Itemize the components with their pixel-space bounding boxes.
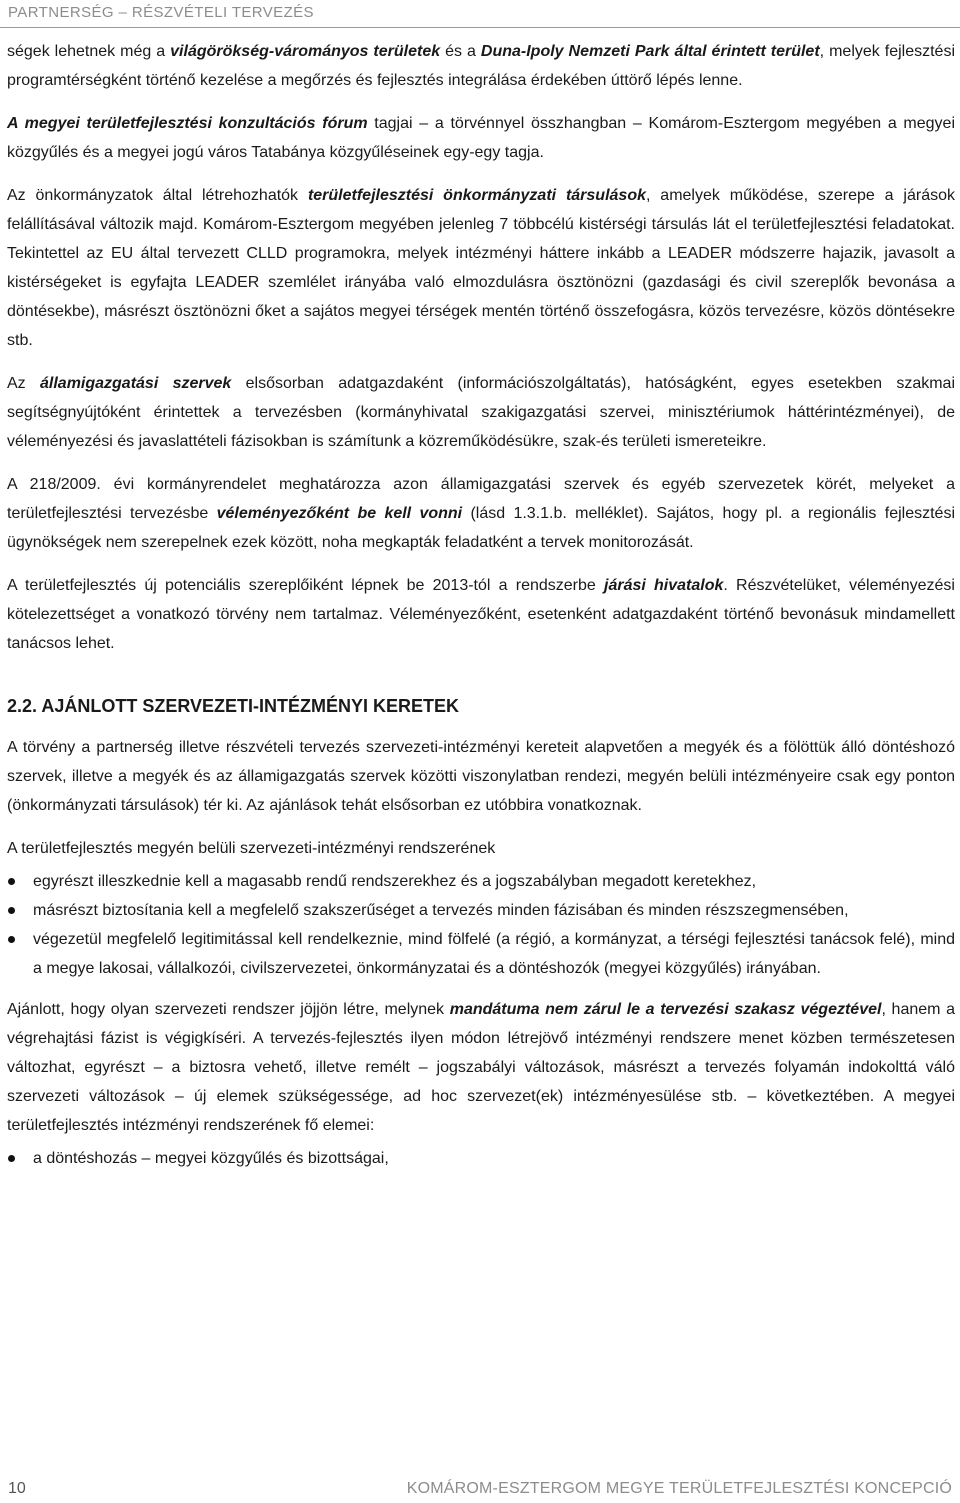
paragraph-state-bodies (7, 369, 955, 456)
text-run: (lásd 1.3.1.b. melléklet). Sajátos, hogy pl. a regionális fejlesztési ügynökségek nem szerepelnek ezek között, noha megkapták feladatként a tervek monitorozását. (7, 505, 955, 551)
emphasis-mandate: mandátuma nem zárul le a tervezési szakasz végeztével (449, 1001, 882, 1018)
text-run: és a (440, 43, 481, 60)
paragraph-consultation-forum (7, 109, 955, 167)
paragraph-law-framework: A törvény a partnerség illetve részvételi tervezés szervezeti-intézményi kereteit alapvetően a megyék és a fölöttük álló döntéshozó szervek, illetve a megyék és az államigazgatás szervek közötti viszonylatban rendezi, megyén belüli intézményeire csak egy ponton (önkormányzati társulások) tér ki. Az ajánlások tehát elsősorban ez utóbbira vonatkoznak. (7, 739, 955, 814)
requirements-list (7, 867, 955, 983)
emphasis-reviewers: véleményezőként be kell vonni (216, 505, 463, 522)
text-run: Az önkormányzatok által létrehozhatók (7, 187, 308, 204)
list-item: másrészt biztosítania kell a megfelelő szakszerűséget a tervezés minden fázisában és minden részszegmensében, (7, 896, 955, 925)
text-run: A területfejlesztés új potenciális szereplőiként lépnek be 2013-tól a rendszerbe (7, 577, 604, 594)
list-item: egyrészt illeszkednie kell a magasabb rendű rendszerekhez és a jogszabályban megadott keretekhez, (7, 867, 955, 896)
text-run: A 218/2009. évi kormányrendelet meghatározza azon államigazgatási szervek és egyéb szervezetek körét, melyeket a területfejlesztési tervezésbe (7, 476, 955, 522)
text-run: Ajánlott, hogy olyan szervezeti rendszer jöjjön létre, melynek (7, 1001, 450, 1018)
emphasis-national-park: Duna-Ipoly Nemzeti Park által érintett terület (480, 43, 820, 60)
emphasis-district-offices: járási hivatalok (604, 577, 724, 594)
text-run: tagjai – a törvénnyel összhangban – Komárom-Esztergom megyében a megyei közgyűlés és a megyei jogú város Tatabánya közgyűléseinek egy-egy tagja. (7, 115, 956, 161)
paragraph-world-heritage (7, 37, 955, 95)
header-divider (0, 27, 960, 28)
text-run: . Részvételüket, véleményezési kötelezettséget a vonatkozó törvény nem tartalmaz. Véleményezőként, esetenként adatgazdaként történő bevonásuk mindamellett tanácsos lehet. (7, 577, 955, 652)
paragraph-government-decree (7, 470, 955, 557)
text-run: Az (7, 375, 40, 392)
list-item: végezetül megfelelő legitimitással kell rendelkeznie, mind fölfelé (a régió, a kormányzat, a térségi fejlesztési tanácsok felé), mind a megye lakosai, vállalkozói, civilszervezetei, önkormányzatai és a döntéshozók (megyei közgyűlés) irányában. (7, 925, 955, 983)
document-title-footer: KOMÁROM-ESZTERGOM MEGYE TERÜLETFEJLESZTÉSI KONCEPCIÓ (406, 1480, 952, 1497)
text-run: , amelyek működése, szerepe a járások felállításával változik majd. Komárom-Esztergom megyében jelenleg 7 többcélú kistérségi társulás lát el területfejlesztési feladatokat. Tekintettel az EU által tervezett CLLD programokra, melyek intézményi háttere inkább a LEADER módszerre hajazik, javasolt a kistérségeket is egyfajta LEADER szemlélet irányába való elmozdulásra ösztönözni (gazdasági és civil szereplők bevonása a döntésekbe), másrészt ösztönözni őket a sajátos megyei térségek mentén történő összefogásra, közös tervezésre, közös döntésekre stb. (7, 187, 955, 349)
page-number: 10 (8, 1480, 26, 1497)
paragraph-district-offices (7, 571, 955, 658)
emphasis-consultation-forum: A megyei területfejlesztési konzultációs fórum (7, 115, 368, 132)
paragraph-municipal-associations (7, 181, 955, 355)
text-run: , melyek fejlesztési programtérségként történő kezelése a megőrzés és fejlesztés integrálása érdekében úttörő lépés lenne. (7, 43, 956, 89)
text-run: ségek lehetnek még a (7, 43, 171, 60)
paragraph-system-intro: A területfejlesztés megyén belüli szervezeti-intézményi rendszerének (7, 840, 496, 857)
list-item: a döntéshozás – megyei közgyűlés és bizottságai, (7, 1144, 955, 1173)
elements-list (7, 1144, 955, 1173)
text-run: , hanem a végrehajtási fázist is végigkíséri. A tervezés-fejlesztés ilyen módon létrejövő intézményi rendszere menet közben természetesen változhat, egyrészt – a biztosra vehető, illetve remélt – jogszabályi változások, másrészt a tervezés folyamán indokolttá váló szervezeti változások – új elemek szükségessége, ad hoc szervezet(ek) intézményesülése stb. – következtében. A megyei területfejlesztés intézményi rendszerének fő elemei: (7, 1001, 956, 1134)
emphasis-municipal-associations: területfejlesztési önkormányzati társulások (307, 187, 646, 204)
section-heading: 2.2. AJÁNLOTT SZERVEZETI-INTÉZMÉNYI KERETEK (7, 696, 460, 716)
running-header: PARTNERSÉG – RÉSZVÉTELI TERVEZÉS (8, 4, 314, 21)
emphasis-world-heritage: világörökség-várományos területek (170, 43, 441, 60)
paragraph-recommendation (7, 995, 955, 1140)
page-body (7, 37, 955, 1185)
text-run: elsősorban adatgazdaként (információszolgáltatás), hatóságként, egyes esetekben szakmai segítségnyújtóként érintettek a tervezésben (kormányhivatal szakigazgatási szervei, minisztériumok háttérintézményei), de véleményezési és javaslattételi fázisokban is számítunk a közreműködésükre, szak-és területi ismereteikre. (7, 375, 956, 450)
emphasis-state-bodies: államigazgatási szervek (40, 375, 232, 392)
